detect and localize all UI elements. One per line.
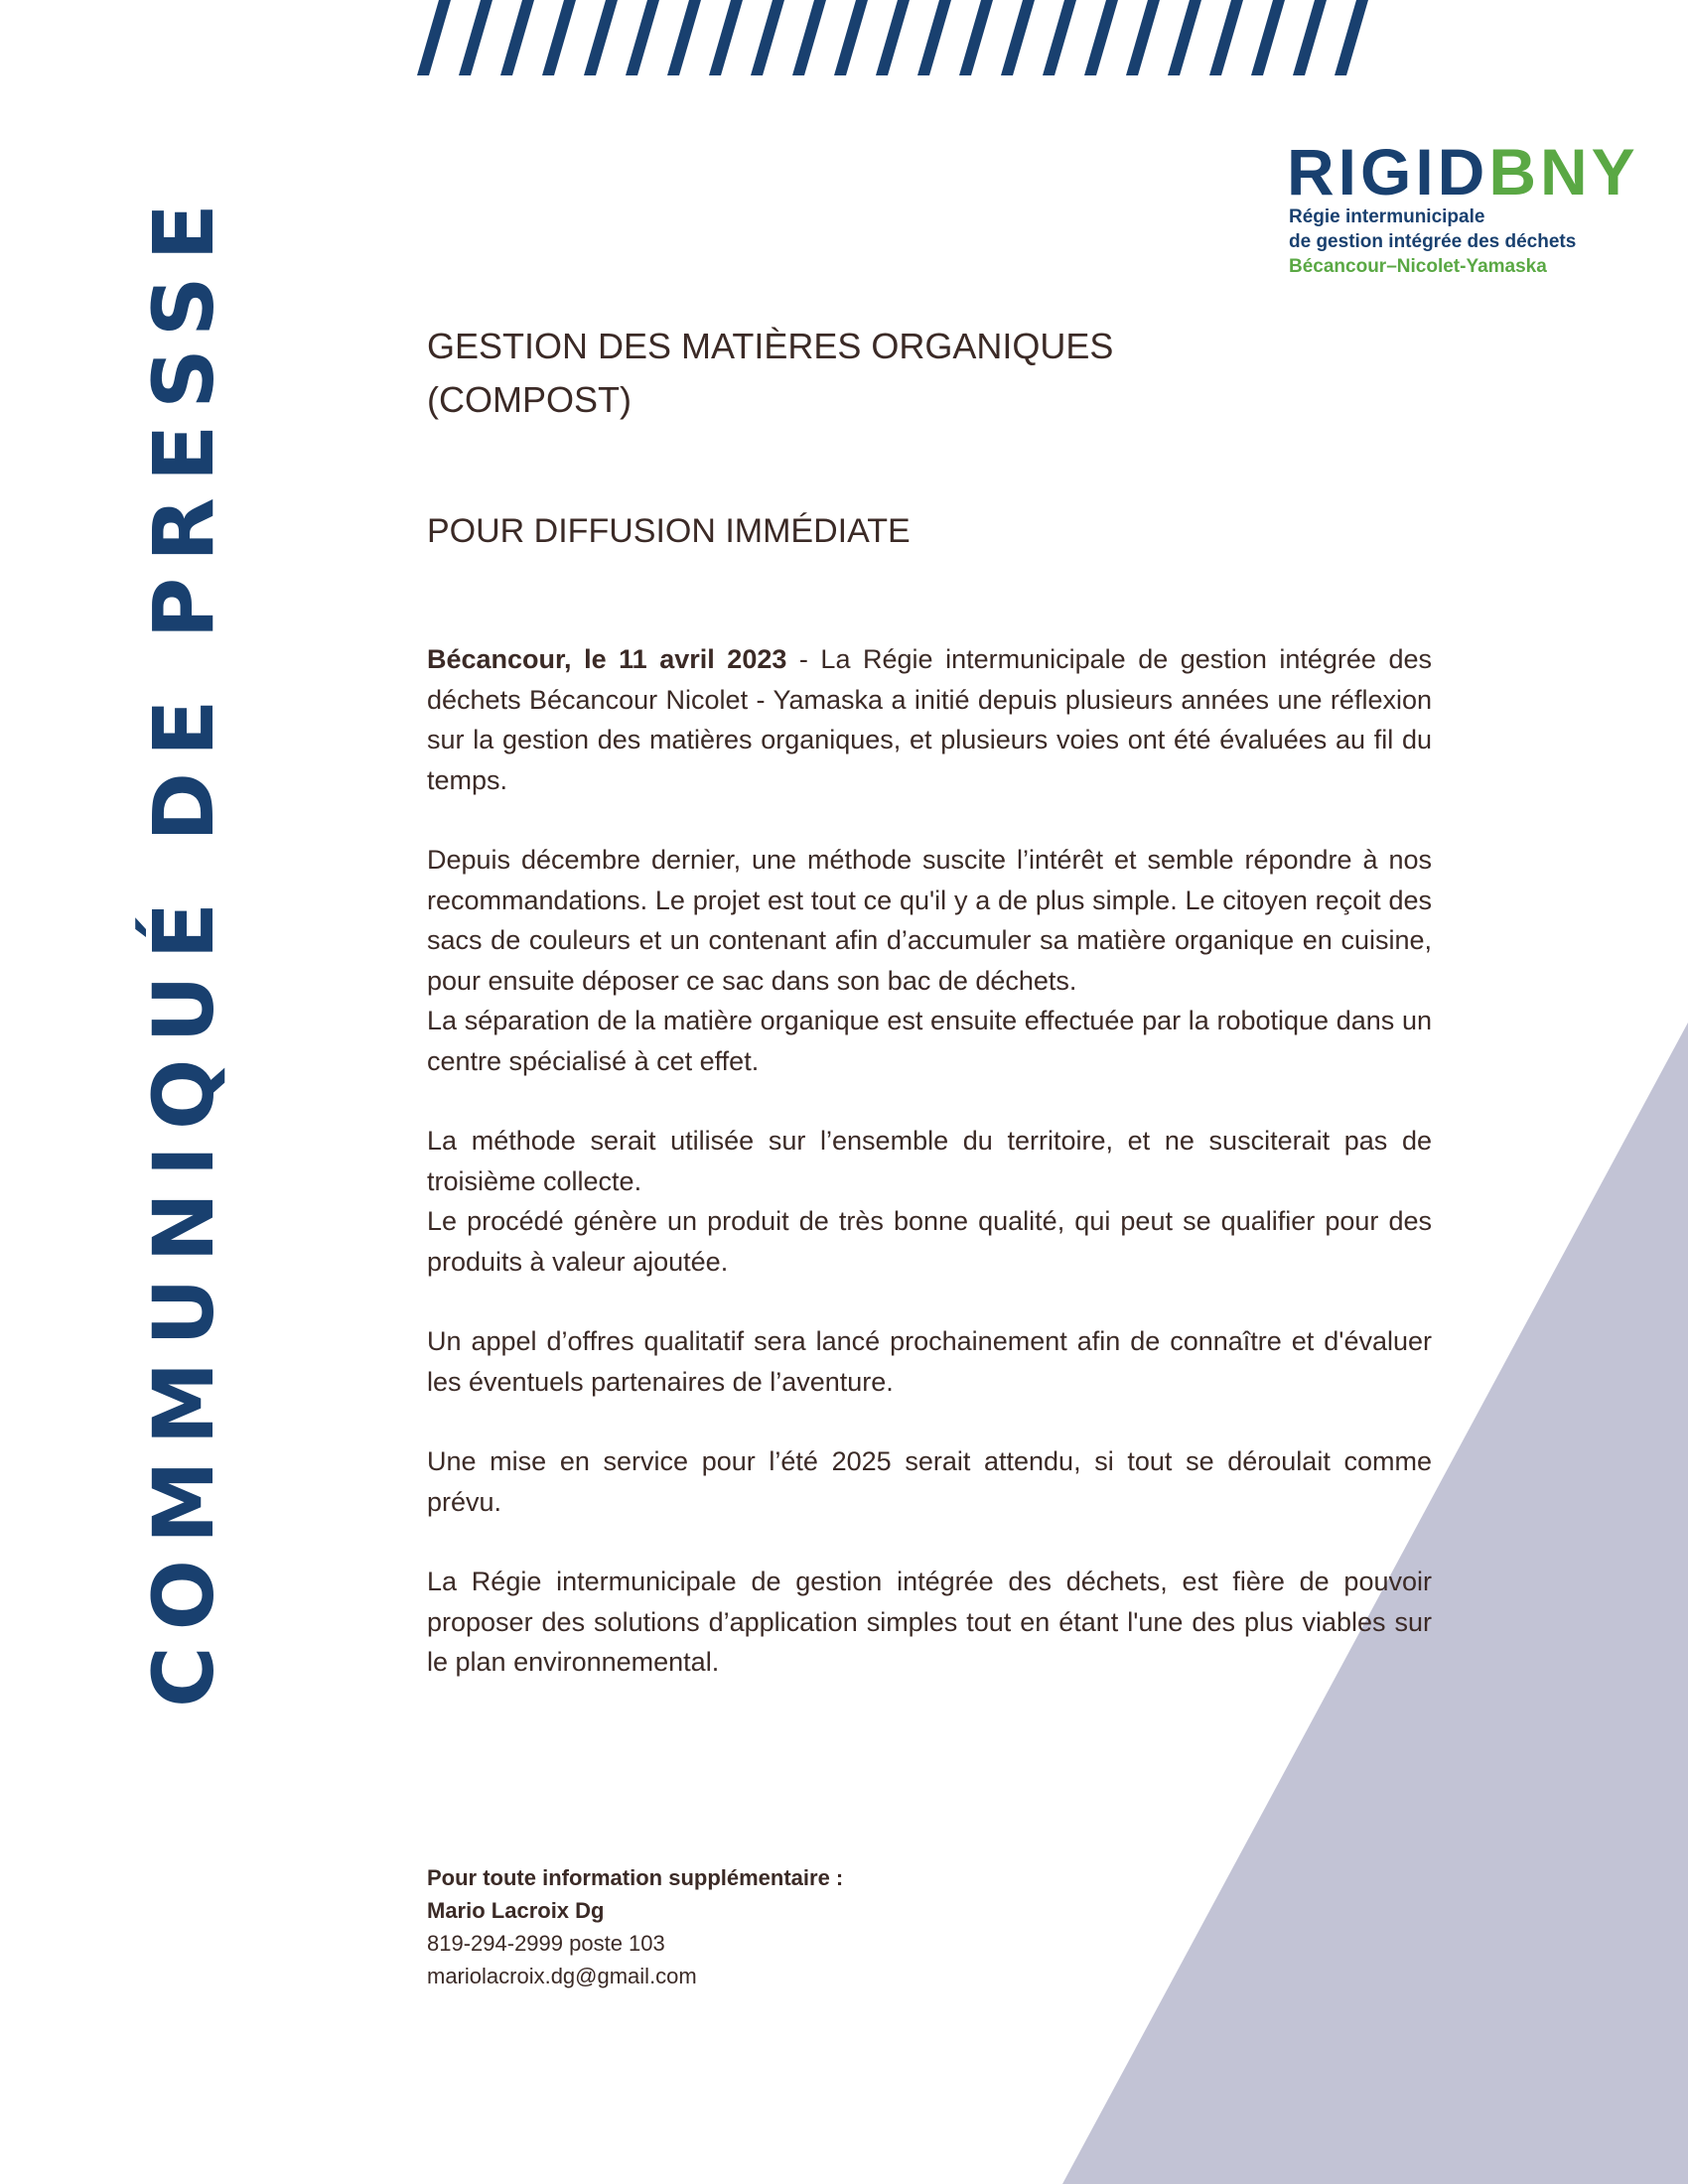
paragraph-3b: Le procédé génère un produit de très bonne qualité, qui peut se qualifier pour des produits à valeur ajoutée. [427, 1206, 1432, 1277]
logo-wordmark [1287, 135, 1644, 208]
release-subtitle: POUR DIFFUSION IMMÉDIATE [427, 512, 911, 550]
stripe [834, 0, 868, 75]
contact-email[interactable]: mariolacroix.dg@gmail.com [427, 1964, 697, 1988]
title-line-1: GESTION DES MATIÈRES ORGANIQUES [427, 326, 1114, 366]
logo-line-3: Bécancour–Nicolet-Yamaska [1289, 256, 1547, 277]
stripe [1043, 0, 1076, 75]
logo-word-part2: BNY [1488, 135, 1639, 208]
logo-line-1: Régie intermunicipale [1289, 206, 1485, 227]
stripe [626, 0, 659, 75]
logo [1287, 135, 1644, 279]
stripe [1209, 0, 1243, 75]
contact-block [427, 1861, 843, 1992]
header-stripes [417, 0, 1390, 75]
paragraph-6: La Régie intermunicipale de gestion intégrée des déchets, est fière de pouvoir proposer des solutions d’application simples tout en étant l'une des plus viables sur le plan environnemental. [427, 1567, 1432, 1677]
stripe [751, 0, 784, 75]
stripe [1293, 0, 1327, 75]
contact-name: Mario Lacroix Dg [427, 1898, 605, 1923]
paragraph-4: Un appel d’offres qualitatif sera lancé prochainement afin de connaître et d'évaluer les éventuels partenaires de l’aventure. [427, 1326, 1432, 1397]
title-line-2: (COMPOST) [427, 379, 632, 420]
contact-heading: Pour toute information supplémentaire : [427, 1865, 844, 1890]
press-release-body [427, 639, 1432, 1722]
dateline: Bécancour, le 11 avril 2023 [427, 644, 787, 674]
stripe [667, 0, 701, 75]
page-title [427, 320, 1113, 427]
stripe [542, 0, 576, 75]
stripe [1335, 0, 1368, 75]
stripe [459, 0, 492, 75]
stripe [1168, 0, 1201, 75]
paragraph-2b: La séparation de la matière organique est ensuite effectuée par la robotique dans un centre spécialisé à cet effet. [427, 1006, 1432, 1076]
contact-phone: 819-294-2999 poste 103 [427, 1931, 665, 1956]
paragraph-1-text: - La Régie intermunicipale de gestion intégrée des déchets Bécancour Nicolet - Yamaska a initié depuis plusieurs années une réflexion sur la gestion des matières organiques, et plusieurs voies ont été évaluées au fil du temps. [427, 644, 1433, 795]
stripe [917, 0, 951, 75]
paragraph-3a: La méthode serait utilisée sur l’ensemble du territoire, et ne susciterait pas de troisième collecte. [427, 1126, 1432, 1196]
logo-word-part1: RIGID [1287, 135, 1489, 208]
stripe [959, 0, 993, 75]
stripe [1126, 0, 1160, 75]
stripe [709, 0, 743, 75]
stripe [1001, 0, 1035, 75]
stripe [1084, 0, 1118, 75]
stripe [1251, 0, 1285, 75]
vertical-banner: COMMUNIQUÉ DE PRESSE [135, 188, 232, 1707]
paragraph-2a: Depuis décembre dernier, une méthode suscite l’intérêt et semble répondre à nos recommandations. Le projet est tout ce qu'il y a de plus simple. Le citoyen reçoit des sacs de couleurs et un contenant afin d’accumuler sa matière organique en cuisine, pour ensuite déposer ce sac dans son bac de déchets. [427, 845, 1432, 996]
stripe [500, 0, 534, 75]
stripe [584, 0, 618, 75]
logo-line-2: de gestion intégrée des déchets [1289, 231, 1577, 252]
stripe [876, 0, 910, 75]
stripe [792, 0, 826, 75]
stripe [417, 0, 451, 75]
paragraph-1 [427, 639, 1432, 800]
paragraph-5: Une mise en service pour l’été 2025 serait attendu, si tout se déroulait comme prévu. [427, 1446, 1432, 1517]
